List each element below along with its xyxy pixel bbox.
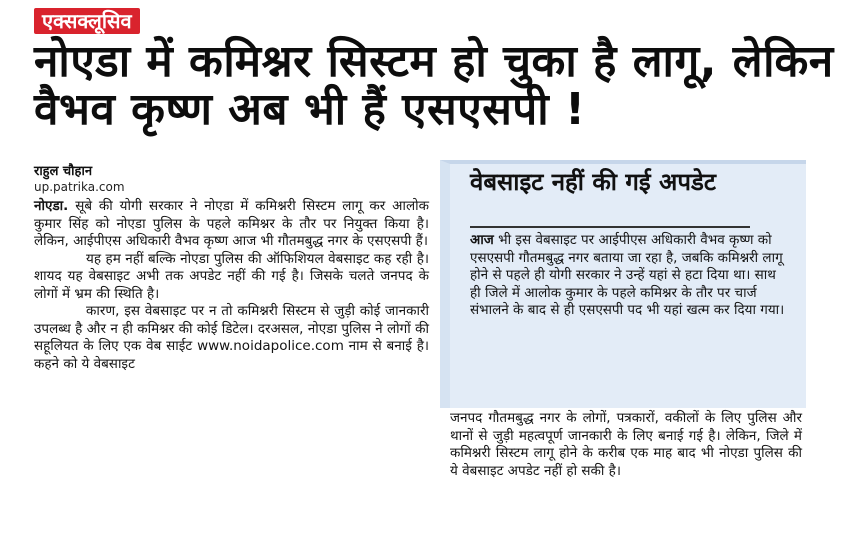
paragraph-2: यह हम नहीं बल्कि नोएडा पुलिस की ऑफिशियल वेबसाइट कह रही है। शायद यह वेबसाइट अभी तक अपडेट नहीं की गई है। जिसके चलते जनपद के लोगों में भ्रम की स्थिति है। xyxy=(34,250,429,302)
right-paragraph: जनपद गौतमबुद्ध नगर के लोगों, पत्रकारों, वकीलों के लिए पुलिस और थानों से जुड़ी महत्वपूर्ण जानकारी के लिए बनाई गई है। लेकिन, जिले में कमिश्नरी सिस्टम लागू होने के करीब एक माह बाद भी नोएडा पुलिस की ये वेबसाइट अपडेट नहीं हो सकी है। xyxy=(450,410,802,479)
paragraph-1 xyxy=(34,198,429,251)
sidebar-lead-word: आज xyxy=(470,232,494,248)
sidebar-text xyxy=(470,232,790,320)
paragraph-1-text: सूबे की योगी सरकार ने नोएडा में कमिश्नरी सिस्टम लागू कर आलोक कुमार सिंह को नोएडा पुलिस के पहले कमिश्नर के तौर पर नियुक्त किया है। लेकिन, आईपीएस अधिकारी वैभव कृष्ण आज भी गौतमबुद्ध नगर के एसएसपी हैं। xyxy=(34,198,429,249)
byline xyxy=(34,164,125,194)
kicker-label: एक्सक्लूसिव xyxy=(34,8,140,34)
article-right-column xyxy=(450,410,802,480)
headline: नोएडा में कमिश्नर सिस्टम हो चुका है लागू, लेकिन वैभव कृष्ण अब भी हैं एसएसपी ! xyxy=(34,36,834,135)
article-left-column xyxy=(34,198,429,373)
author-name: राहुल चौहान xyxy=(34,164,93,179)
sidebar-divider xyxy=(470,226,750,228)
sidebar-body: भी इस वेबसाइट पर आईपीएस अधिकारी वैभव कृष्ण को एसएसपी गौतमबुद्ध नगर बताया जा रहा है, जबकि कमिश्नरी लागू होने से पहले ही योगी सरकार ने उन्हें यहां से हटा दिया था। साथ ही जिले में आलोक कुमार के पहले कमिश्नर के तौर पर चार्ज संभालने के बाद से ही एसएसपी पद भी यहां खत्म कर दिया गया। xyxy=(470,232,785,318)
sidebar-title: वेबसाइट नहीं की गई अपडेट xyxy=(470,168,716,196)
source-site: up.patrika.com xyxy=(34,180,125,194)
dateline: नोएडा. xyxy=(34,198,69,214)
paragraph-3: कारण, इस वेबसाइट पर न तो कमिश्नरी सिस्टम से जुड़ी कोई जानकारी उपलब्ध है और न ही कमिश्नर की कोई डिटेल। दरअसल, नोएडा पुलिस ने लोगों की सहूलियत के लिए एक वेब साईट www.noidapolice.com नाम से बनाई है। कहने को ये वेबसाइट xyxy=(34,303,429,372)
